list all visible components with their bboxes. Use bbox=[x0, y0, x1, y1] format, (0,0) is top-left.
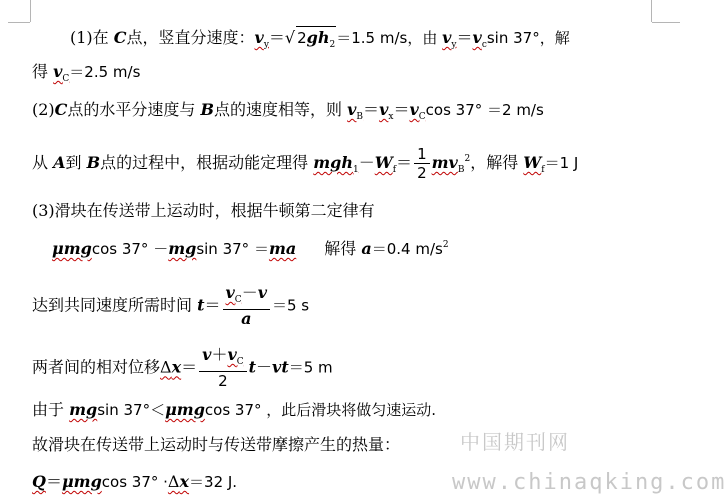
solution-line-6: μmgcos 37° －mgsin 37° ＝ma 解得 a＝0.4 $m/s^2$ bbox=[52, 239, 449, 258]
page-corner-mark bbox=[30, 0, 31, 22]
solution-line-10: 故滑块在传送带上运动时与传送带摩擦产生的热量： bbox=[32, 435, 401, 454]
page-corner-mark bbox=[8, 22, 30, 23]
text: 点，竖直分速度： bbox=[126, 28, 255, 47]
solution-line-8: 两者间的相对位移Δx＝ $\frac{v+v_C}{2}$ t－vt＝5 m bbox=[32, 345, 333, 390]
solution-line-3: (2)C点的水平分速度与 B点的速度相等，则 $v_B=v_x=v_C\cos$ 37° ＝2 m/s bbox=[32, 100, 544, 122]
solution-line-5: (3)滑块在传送带上运动时，根据牛顿第二定律有 bbox=[32, 201, 375, 220]
text: (1)在 bbox=[70, 28, 114, 47]
solution-line-11: Q＝μmgcos 37° ·Δx＝32 J. bbox=[32, 472, 238, 491]
solution-line-9: 由于 mgsin 37°＜μmgcos 37° ，此后滑块将做匀速运动. bbox=[32, 400, 437, 419]
fraction: $\frac{v+v_C}{2}$ bbox=[199, 346, 247, 390]
page-corner-mark bbox=[651, 0, 652, 22]
solution-line-1: (1)在 C点，竖直分速度：$v_y=√$ $2gh_2=1.5$ m/s，由 $v_y=v_c\sin$ 37°，解 bbox=[70, 26, 570, 56]
fraction: $\frac{v_C-v}{a}$ bbox=[223, 284, 271, 328]
var: v bbox=[254, 28, 264, 47]
subscript: y bbox=[263, 40, 269, 50]
watermark-text: 中国期刊网 bbox=[460, 430, 570, 454]
solution-line-2: 得 $v_C=2.5$ m/s bbox=[32, 62, 141, 84]
var: C bbox=[113, 28, 127, 47]
page-corner-mark bbox=[652, 22, 680, 23]
text: ＝1.5 m/s，由 bbox=[336, 29, 443, 47]
solution-line-7: 达到共同速度所需时间 t＝ $\frac{v_C-v}{a}$ ＝5 s bbox=[32, 283, 310, 328]
sqrt-content: $2gh_2$ bbox=[296, 26, 336, 56]
solution-line-4: 从 A到 B点的过程中，根据动能定理得 $mgh_1-W_f=$ $\frac{1}{2}$ $mv_B^2$，解得 $W_f=1$ J bbox=[32, 145, 579, 182]
fraction: $\frac{1}{2}$ bbox=[414, 145, 430, 182]
text: ＝ bbox=[268, 28, 285, 47]
watermark-url: www.chinaqking.com bbox=[452, 470, 726, 495]
